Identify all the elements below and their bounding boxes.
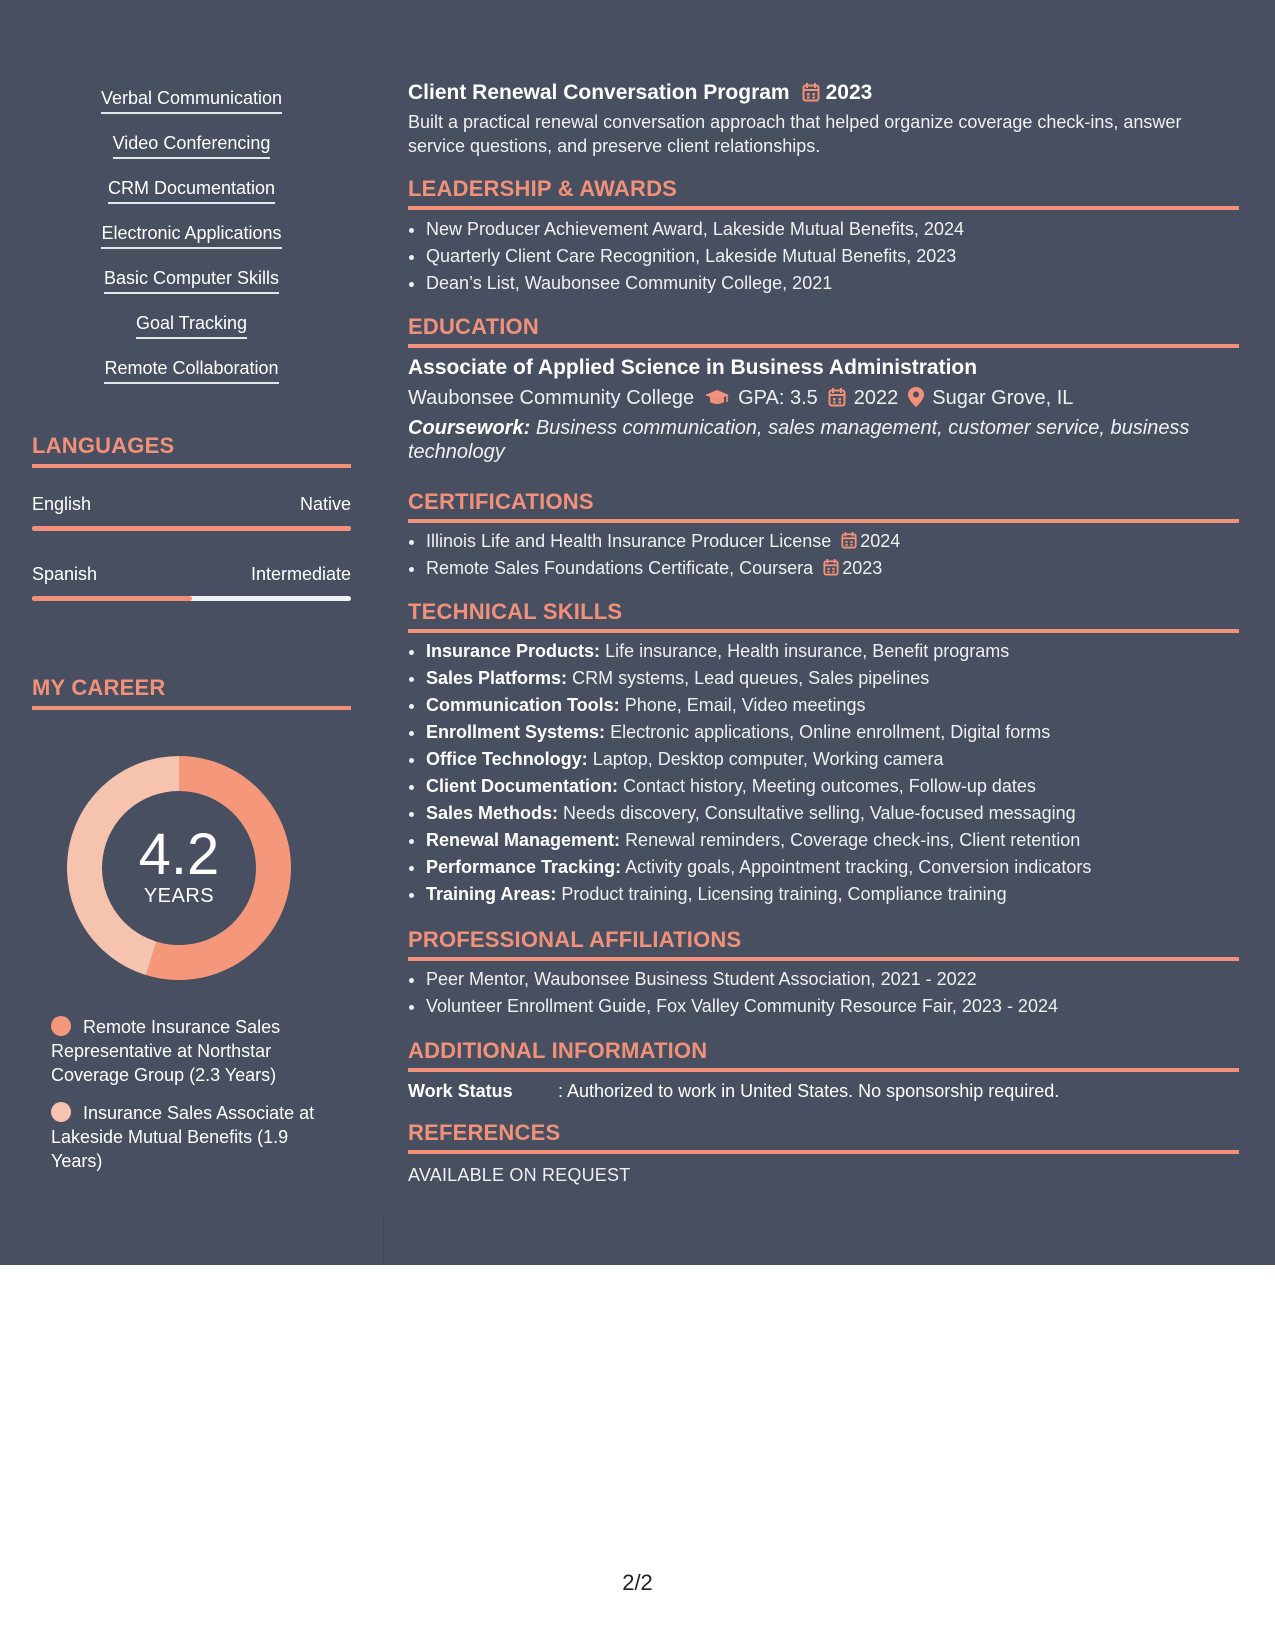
list-item: • Sales Methods: Needs discovery, Consultative selling, Value-focused messaging <box>426 800 1257 827</box>
language-row-spanish <box>32 563 351 601</box>
soft-skill-item: Video Conferencing <box>32 131 351 176</box>
soft-skill-item: Basic Computer Skills <box>32 266 351 311</box>
technical-skills-heading: TECHNICAL SKILLS <box>408 599 1239 633</box>
career-donut-chart <box>66 755 292 981</box>
list-item: • Remote Sales Foundations Certificate, Coursera 2023 <box>426 555 1257 582</box>
awards-list <box>408 216 1257 297</box>
list-item: • New Producer Achievement Award, Lakeside Mutual Benefits, 2024 <box>426 216 1257 243</box>
list-item: • Performance Tracking: Activity goals, Appointment tracking, Conversion indicators <box>426 854 1257 881</box>
awards-heading: LEADERSHIP & AWARDS <box>408 176 1239 210</box>
career-total-unit: YEARS <box>143 885 215 907</box>
coursework-label: Coursework: <box>408 417 531 439</box>
list-item: • Client Documentation: Contact history, Meeting outcomes, Follow-up dates <box>426 773 1257 800</box>
coursework-text: Business communication, sales management, customer service, business technology <box>408 417 1190 463</box>
additional-info-heading: ADDITIONAL INFORMATION <box>408 1038 1239 1072</box>
work-status-row <box>408 1079 1059 1103</box>
education-heading: EDUCATION <box>408 314 1239 348</box>
language-name: English <box>32 494 92 514</box>
legend-dot <box>51 1102 71 1122</box>
language-row-english <box>32 493 351 531</box>
column-divider <box>383 1215 384 1265</box>
career-legend <box>51 1015 341 1173</box>
soft-skill-item: Remote Collaboration <box>32 356 351 401</box>
language-level: Intermediate <box>250 564 351 584</box>
soft-skills-list <box>32 86 351 401</box>
language-proficiency-bar <box>32 526 351 531</box>
list-item: • Insurance Products: Life insurance, Health insurance, Benefit programs <box>426 638 1257 665</box>
list-item: • Office Technology: Laptop, Desktop computer, Working camera <box>426 746 1257 773</box>
calendar-icon <box>841 531 857 549</box>
education-coursework <box>408 416 1239 464</box>
graduation-cap-icon <box>704 389 730 407</box>
project-description: Built a practical renewal conversation approach that helped organize coverage check-ins, answer service questions, and preserve client relationships. <box>408 112 1182 156</box>
education-degree: Associate of Applied Science in Business Administration <box>408 356 978 379</box>
education-year: 2022 <box>853 387 899 409</box>
list-item: • Sales Platforms: CRM systems, Lead queues, Sales pipelines <box>426 665 1257 692</box>
list-item: • Illinois Life and Health Insurance Producer License 2024 <box>426 528 1257 555</box>
list-item: • Dean’s List, Waubonsee Community College, 2021 <box>426 270 1257 297</box>
technical-skills-list <box>408 638 1257 908</box>
list-item: • Training Areas: Product training, Licensing training, Compliance training <box>426 881 1257 908</box>
education-details <box>408 385 1073 411</box>
career-heading: MY CAREER <box>32 675 351 710</box>
location-pin-icon <box>908 387 924 407</box>
references-heading: REFERENCES <box>408 1120 1239 1154</box>
language-level: Native <box>299 494 351 514</box>
certifications-heading: CERTIFICATIONS <box>408 489 1239 523</box>
languages-heading: LANGUAGES <box>32 433 351 468</box>
career-legend-item: Insurance Sales Associate at Lakeside Mutual Benefits (1.9 Years) <box>51 1103 315 1171</box>
calendar-icon <box>828 387 846 407</box>
soft-skill-item: Verbal Communication <box>32 86 351 131</box>
education-location: Sugar Grove, IL <box>932 387 1074 409</box>
project-title: Client Renewal Conversation Program 2023 <box>408 81 873 104</box>
language-proficiency-fill <box>32 526 351 531</box>
career-legend-item: Remote Insurance Sales Representative at Northstar Coverage Group (2.3 Years) <box>51 1017 281 1085</box>
list-item: • Quarterly Client Care Recognition, Lakeside Mutual Benefits, 2023 <box>426 243 1257 270</box>
list-item: • Communication Tools: Phone, Email, Video meetings <box>426 692 1257 719</box>
work-status-label: Work Status <box>408 1081 513 1101</box>
list-item: • Renewal Management: Renewal reminders, Coverage check-ins, Client retention <box>426 827 1257 854</box>
affiliations-heading: PROFESSIONAL AFFILIATIONS <box>408 927 1239 961</box>
list-item: • Peer Mentor, Waubonsee Business Student Association, 2021 - 2022 <box>426 966 1257 993</box>
work-status-value: : Authorized to work in United States. No sponsorship required. <box>558 1081 1060 1101</box>
certifications-list <box>408 528 1257 582</box>
language-name: Spanish <box>32 564 98 584</box>
affiliations-list <box>408 966 1257 1020</box>
page-number: 2/2 <box>622 1570 653 1595</box>
education-school: Waubonsee Community College <box>408 387 695 409</box>
legend-dot <box>51 1016 71 1036</box>
list-item: • Enrollment Systems: Electronic applications, Online enrollment, Digital forms <box>426 719 1257 746</box>
calendar-icon <box>802 82 820 102</box>
soft-skill-item: Goal Tracking <box>32 311 351 356</box>
calendar-icon <box>823 558 839 576</box>
language-proficiency-fill <box>32 596 192 601</box>
career-total-value: 4.2 <box>138 822 220 887</box>
education-gpa: GPA: 3.5 <box>738 387 818 409</box>
soft-skill-item: CRM Documentation <box>32 176 351 221</box>
project-year: 2023 <box>825 81 873 104</box>
soft-skill-item: Electronic Applications <box>32 221 351 266</box>
language-proficiency-bar <box>32 596 351 601</box>
references-text: AVAILABLE ON REQUEST <box>408 1165 631 1185</box>
list-item: • Volunteer Enrollment Guide, Fox Valley Community Resource Fair, 2023 - 2024 <box>426 993 1257 1020</box>
